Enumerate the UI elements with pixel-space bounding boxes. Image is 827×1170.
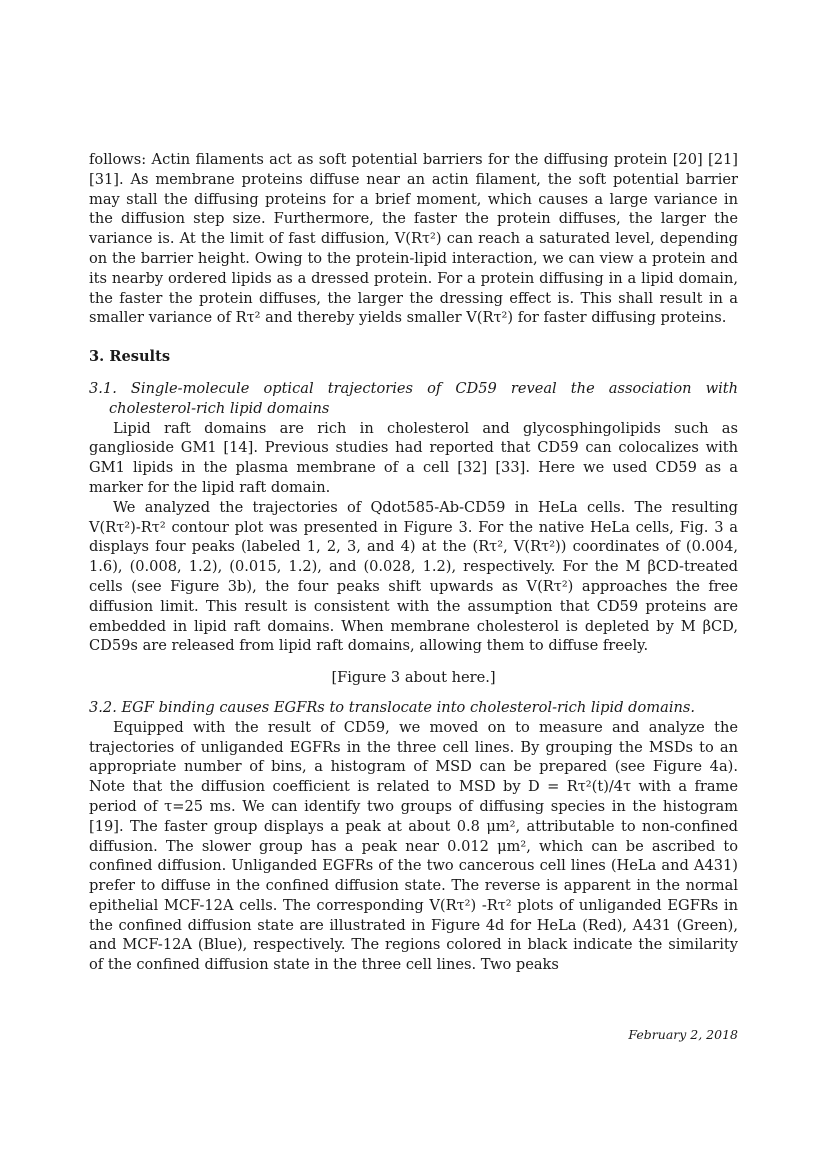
subsection-heading-3-1: 3.1. Single-molecule optical trajectories of CD59 reveal the association with cholesterol-rich lipid domains (89, 379, 738, 417)
figure-placeholder: [Figure 3 about here.] (331, 669, 496, 687)
paragraph-cd59-trajectories: We analyzed the trajectories of Qdot585-Ab-CD59 in HeLa cells. The resulting V(Rτ²)-Rτ² contour plot was presented in Figure 3. For the native HeLa cells, Fig. 3 a displays four peaks (labeled 1, 2, 3, and 4) at the (Rτ², V(Rτ²)) coordinates of (0.004, 1.6), (0.008, 1.2), (0.015, 1.2), and (0.028, 1.2), respectively. For the M βCD-treated cells (see Figure 3b), the four peaks shift upwards as V(Rτ²) approaches the free diffusion limit. This result is consistent with the assumption that CD59 proteins are embedded in lipid raft domains. When membrane cholesterol is depleted by M βCD, CD59s are released from lipid raft domains, allowing them to diffuse freely. (89, 498, 738, 655)
paragraph-lipid-raft: Lipid raft domains are rich in cholesterol and glycosphingolipids such as ganglioside GM1 [14]. Previous studies had reported that CD59 can colocalizes with GM1 lipids in the plasma membrane of a cell [32] [33]. Here we used CD59 as a marker for the lipid raft domain. (89, 419, 738, 496)
page-footer-date: February 2, 2018 (628, 1027, 738, 1042)
paragraph-egfr-trajectories: Equipped with the result of CD59, we moved on to measure and analyze the trajectories of unliganded EGFRs in the three cell lines. By grouping the MSDs to an appropriate number of bins, a histogram of MSD can be prepared (see Figure 4a). Note that the diffusion coefficient is related to MSD by D = Rτ²(t)/4τ with a frame period of τ=25 ms. We can identify two groups of diffusing species in the histogram [19]. The faster group displays a peak at about 0.8 μm², attributable to non-confined diffusion. The slower group has a peak near 0.012 μm², which can be ascribed to confined diffusion. Unliganded EGFRs of the two cancerous cell lines (HeLa and A431) prefer to diffuse in the confined diffusion state. The reverse is apparent in the normal epithelial MCF-12A cells. The corresponding V(Rτ²) -Rτ² plots of unliganded EGFRs in the confined diffusion state are illustrated in Figure 4d for HeLa (Red), A431 (Green), and MCF-12A (Blue), respectively. The regions colored in black indicate the similarity of the confined diffusion state in the three cell lines. Two peaks (89, 718, 738, 974)
subsection-heading-3-2: 3.2. EGF binding causes EGFRs to translocate into cholesterol-rich lipid domains. (89, 698, 696, 716)
paper-page (89, 150, 738, 975)
intro-paragraph: follows: Actin filaments act as soft potential barriers for the diffusing protein [20] [21] [31]. As membrane proteins diffuse near an actin filament, the soft potential barrier may stall the diffusing proteins for a brief moment, which causes a large variance in the diffusion step size. Furthermore, the faster the protein diffuses, the larger the variance is. At the limit of fast diffusion, V(Rτ²) can reach a saturated level, depending on the barrier height. Owing to the protein-lipid interaction, we can view a protein and its nearby ordered lipids as a dressed protein. For a protein diffusing in a lipid domain, the faster the protein diffuses, the larger the dressing effect is. This shall result in a smaller variance of Rτ² and thereby yields smaller V(Rτ²) for faster diffusing proteins. (89, 151, 738, 327)
section-heading-results: 3. Results (89, 348, 171, 366)
